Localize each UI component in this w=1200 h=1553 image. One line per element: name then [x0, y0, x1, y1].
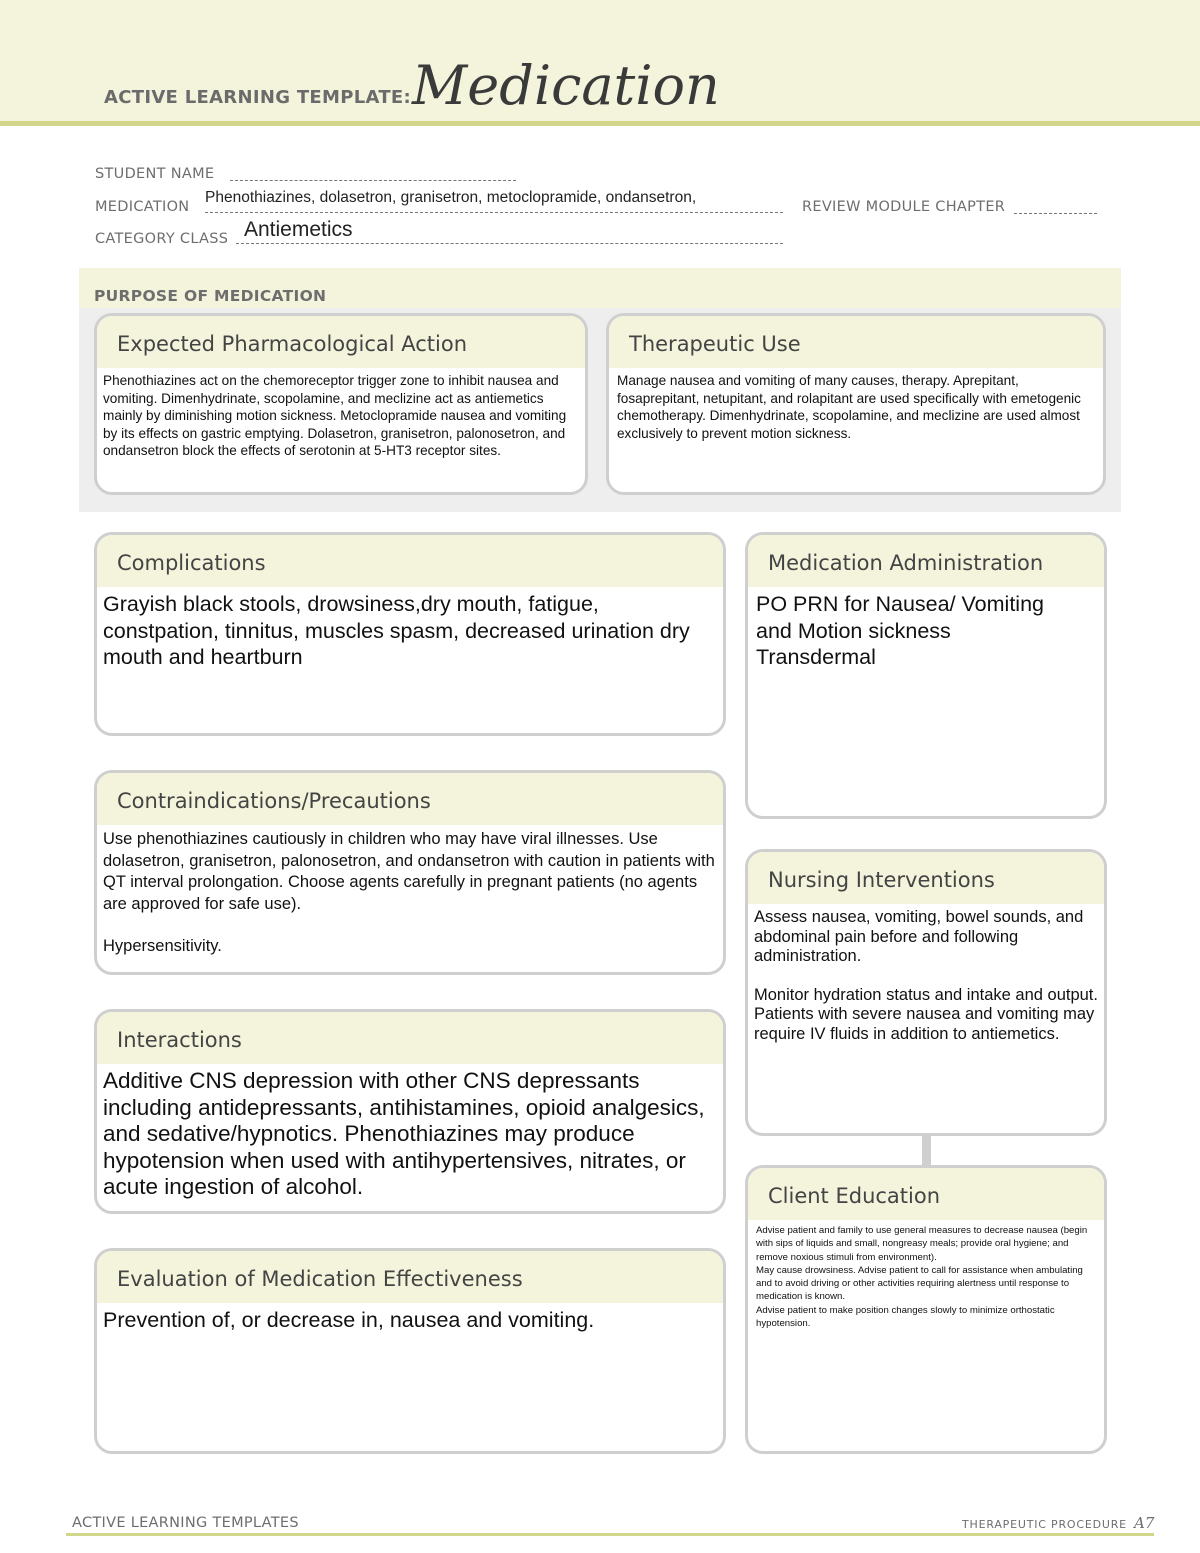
- education-paragraph: Advise patient to make position changes slowly to minimize orthostatic hypotension.: [756, 1304, 1055, 1330]
- expected-action-title: Expected Pharmacological Action: [97, 316, 585, 368]
- nursing-interventions-box: [745, 849, 1107, 1136]
- therapeutic-use-title: Therapeutic Use: [609, 316, 1103, 368]
- expected-action-box: [94, 313, 588, 495]
- administration-line: Transdermal: [756, 645, 876, 669]
- medication-administration-title: Medication Administration: [748, 535, 1104, 587]
- student-name-field[interactable]: [230, 166, 516, 181]
- footer-left-label: ACTIVE LEARNING TEMPLATES: [72, 1515, 299, 1531]
- education-paragraph: Advise patient and family to use general measures to decrease nausea (begin with sips of liquids and small, nongreasy meals; provide oral hygiene; and remove noxious stimuli from environment).: [756, 1225, 1088, 1263]
- complications-text[interactable]: Grayish black stools, drowsiness,dry mouth, fatigue, constpation, tinnitus, muscles spasm, decreased urination dry mouth and heartburn: [103, 592, 690, 669]
- student-name-label: STUDENT NAME: [95, 166, 215, 182]
- contraindications-box: [94, 770, 726, 975]
- client-education-box: [745, 1165, 1107, 1454]
- client-education-title: Client Education: [748, 1168, 1104, 1220]
- page-number: A7: [1134, 1514, 1155, 1532]
- evaluation-title: Evaluation of Medication Effectiveness: [97, 1251, 723, 1303]
- footer-right-label: THERAPEUTIC PROCEDURE: [962, 1518, 1127, 1531]
- complications-title: Complications: [97, 535, 723, 587]
- client-education-text[interactable]: [748, 1220, 1104, 1330]
- administration-line: PO PRN for Nausea/ Vomiting: [756, 592, 1044, 616]
- box-connector: [922, 1134, 931, 1166]
- review-module-chapter-label: REVIEW MODULE CHAPTER: [802, 199, 1006, 215]
- category-class-label: CATEGORY CLASS: [95, 231, 229, 247]
- nursing-interventions-title: Nursing Interventions: [748, 852, 1104, 904]
- expected-action-text[interactable]: Phenothiazines act on the chemoreceptor trigger zone to inhibit nausea and vomiting. Dimenhydrinate, scopolamine, and meclizine act as antiemetics mainly by diminishing motion sickness. Metoclopramide nausea and vomiting by its effects on gastric emptying. Dolasetron, granisetron, palonosetron, and ondansetron block the effects of serotonin at 5-HT3 receptor sites.: [103, 373, 567, 458]
- education-paragraph: May cause drowsiness. Advise patient to call for assistance when ambulating and to avoid driving or other activities requiring alertness until response to medication is known.: [756, 1264, 1083, 1303]
- template-label: ACTIVE LEARNING TEMPLATE:: [104, 87, 411, 108]
- therapeutic-use-box: [606, 313, 1106, 495]
- interactions-box: [94, 1009, 726, 1214]
- nursing-paragraph: Monitor hydration status and intake and output. Patients with severe nausea and vomiting may require IV fluids in addition to antiemetics.: [754, 985, 1098, 1043]
- footer-rule: [66, 1533, 1154, 1536]
- contraindications-title: Contraindications/Precautions: [97, 773, 723, 825]
- contraindications-paragraph: Hypersensitivity.: [103, 937, 222, 955]
- medication-field[interactable]: Phenothiazines, dolasetron, granisetron, metoclopramide, ondansetron,: [205, 188, 783, 213]
- interactions-title: Interactions: [97, 1012, 723, 1064]
- evaluation-text[interactable]: Prevention of, or decrease in, nausea and vomiting.: [103, 1308, 595, 1332]
- header-rule: [0, 121, 1200, 126]
- nursing-interventions-text[interactable]: [748, 904, 1104, 1044]
- medication-administration-box: [745, 532, 1107, 819]
- administration-line: and Motion sickness: [756, 618, 951, 643]
- page-title: Medication: [412, 54, 720, 117]
- category-class-field[interactable]: Antiemetics: [236, 217, 783, 244]
- contraindications-paragraph: Use phenothiazines cautiously in children who may have viral illnesses. Use dolasetron, granisetron, palonosetron, and ondansetron with caution in patients with QT interval prolongation. Choose agents carefully in pregnant patients (no agents are approved for safe use).: [103, 830, 715, 913]
- medication-label: MEDICATION: [95, 199, 190, 215]
- purpose-label: PURPOSE OF MEDICATION: [94, 287, 327, 305]
- review-module-chapter-field[interactable]: [1014, 200, 1097, 214]
- medication-administration-text[interactable]: [748, 587, 1104, 671]
- therapeutic-use-text[interactable]: Manage nausea and vomiting of many causes, therapy. Aprepitant, fosaprepitant, netupitant, and rolapitant are used specifically with emetogenic chemotherapy. Dimenhydrinate, scopolamine, and meclizine are used almost exclusively to prevent motion sickness.: [617, 373, 1081, 441]
- nursing-paragraph: Assess nausea, vomiting, bowel sounds, and abdominal pain before and following administration.: [754, 908, 1084, 965]
- complications-box: [94, 532, 726, 736]
- evaluation-box: [94, 1248, 726, 1454]
- interactions-text[interactable]: Additive CNS depression with other CNS depressants including antidepressants, antihistamines, opioid analgesics, and sedative/hypnotics. Phenothiazines may produce hypotension when used with antihypertensives, nitrates, or acute ingestion of alcohol.: [103, 1068, 705, 1199]
- contraindications-text[interactable]: [97, 825, 723, 958]
